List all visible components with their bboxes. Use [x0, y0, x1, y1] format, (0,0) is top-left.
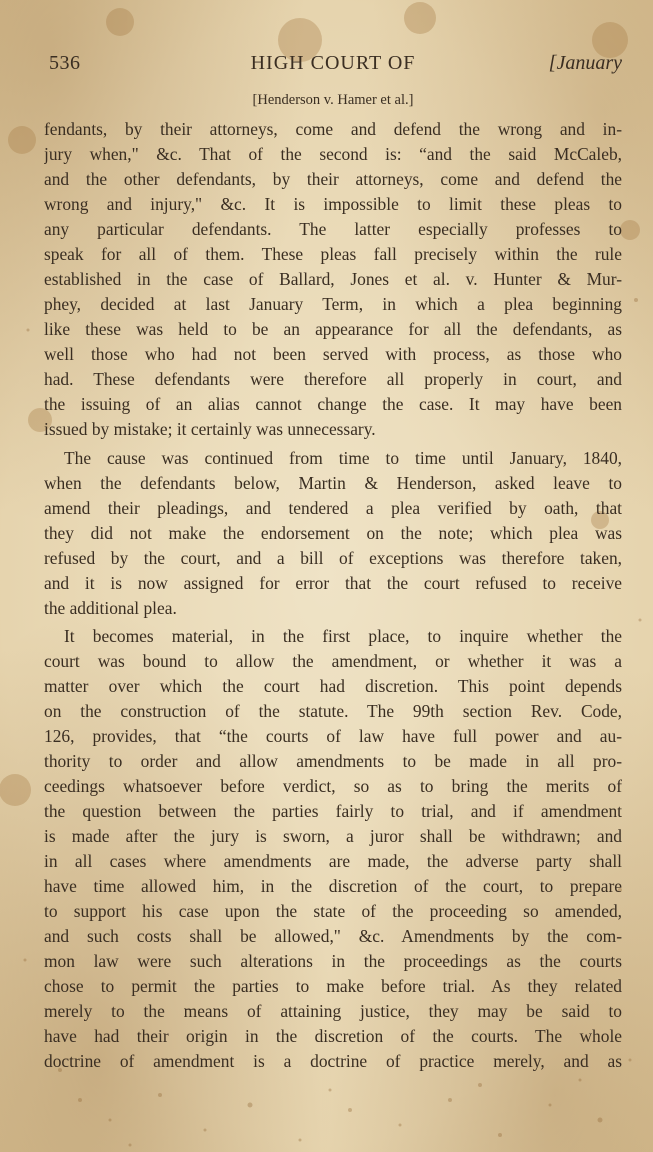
text-line: like these was held to be an appearance for all the defendants, as — [44, 319, 622, 339]
text-line: ceedings whatsoever before verdict, so as to bring the merits of — [44, 776, 622, 796]
text-line: the question between the parties fairly to trial, and if amendment — [44, 801, 622, 821]
paragraph-start-line: The cause was continued from time to time until January, 1840, — [64, 448, 622, 468]
text-line: is made after the jury is sworn, a juror shall be withdrawn; and — [44, 826, 622, 846]
text-line: have time allowed him, in the discretion of the court, to prepare — [44, 876, 622, 896]
text-line: jury when," &c. That of the second is: “and the said McCaleb, — [44, 144, 622, 164]
text-line: speak for all of them. These pleas fall precisely within the rule — [44, 244, 622, 264]
text-line: 126, provides, that “the courts of law have full power and au- — [44, 726, 622, 746]
text-line: in all cases where amendments are made, the adverse party shall — [44, 851, 622, 871]
text-line: the additional plea. — [44, 598, 177, 618]
text-line: doctrine of amendment is a doctrine of practice merely, and as — [44, 1051, 622, 1071]
text-line: the issuing of an alias cannot change the case. It may have been — [44, 394, 622, 414]
text-line: had. These defendants were therefore all properly in court, and — [44, 369, 622, 389]
header-month: [January — [548, 52, 622, 74]
text-line: refused by the court, and a bill of exceptions was therefore taken, — [44, 548, 622, 568]
text-line: mon law were such alterations in the proceedings as the courts — [44, 951, 622, 971]
text-line: and it is now assigned for error that the court refused to receive — [44, 573, 622, 593]
text-line: have had their origin in the discretion of the courts. The whole — [44, 1026, 622, 1046]
text-line: when the defendants below, Martin & Henderson, asked leave to — [44, 473, 622, 493]
text-line: established in the case of Ballard, Jones et al. v. Hunter & Mur- — [44, 269, 622, 289]
case-caption: [Henderson v. Hamer et al.] — [252, 92, 414, 108]
text-line: court was bound to allow the amendment, or whether it was a — [44, 651, 622, 671]
text-line: and such costs shall be allowed," &c. Amendments by the com- — [44, 926, 622, 946]
text-line: to support his case upon the state of the proceeding so amended, — [44, 901, 622, 921]
text-line: matter over which the court had discretion. This point depends — [44, 676, 622, 696]
paragraph-start-line: It becomes material, in the first place, to inquire whether the — [64, 626, 622, 646]
text-line: wrong and injury," &c. It is impossible to limit these pleas to — [44, 194, 622, 214]
running-title: HIGH COURT OF — [250, 52, 416, 74]
text-line: they did not make the endorsement on the note; which plea was — [44, 523, 622, 543]
text-line: amend their pleadings, and tendered a plea verified by oath, that — [44, 498, 622, 518]
text-line: well those who had not been served with process, as those who — [44, 344, 622, 364]
text-line: on the construction of the statute. The 99th section Rev. Code, — [44, 701, 622, 721]
text-line: issued by mistake; it certainly was unnecessary. — [44, 419, 376, 439]
text-line: merely to the means of attaining justice, they may be said to — [44, 1001, 622, 1021]
text-line: and the other defendants, by their attorneys, come and defend the — [44, 169, 622, 189]
text-line: any particular defendants. The latter especially professes to — [44, 219, 622, 239]
page-number: 536 — [49, 52, 81, 74]
text-line: chose to permit the parties to make before trial. As they related — [44, 976, 622, 996]
text-line: fendants, by their attorneys, come and defend the wrong and in- — [44, 119, 622, 139]
text-line: phey, decided at last January Term, in which a plea beginning — [44, 294, 622, 314]
text-line: thority to order and allow amendments to be made in all pro- — [44, 751, 622, 771]
running-header — [44, 52, 622, 82]
